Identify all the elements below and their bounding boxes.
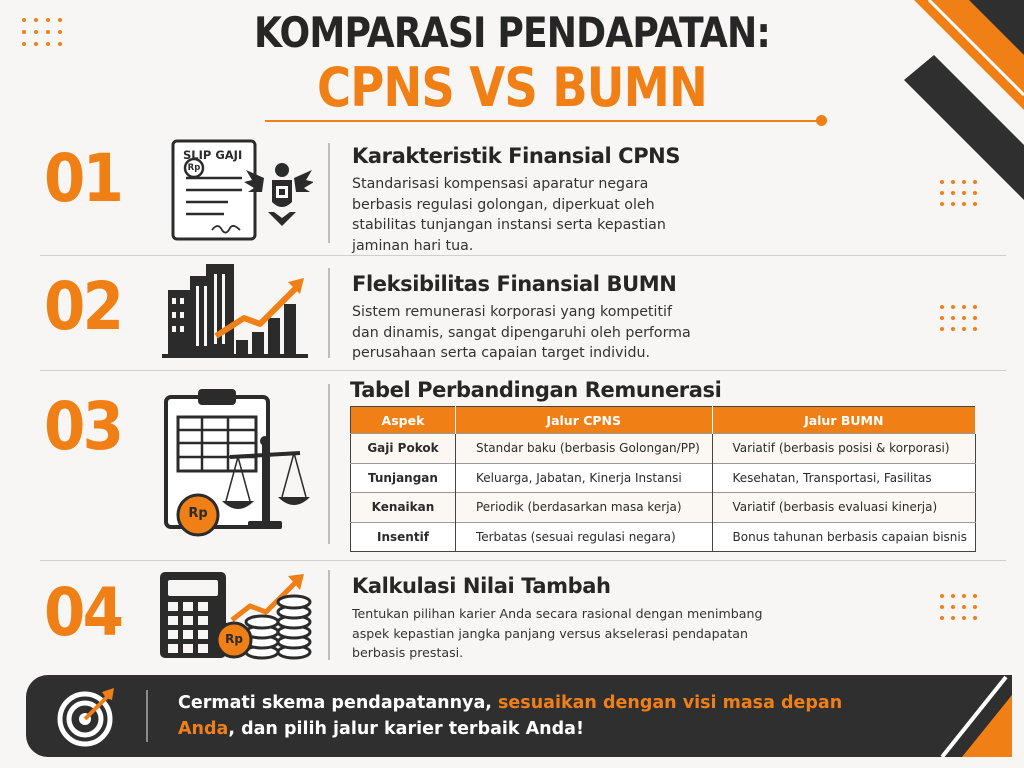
section-1-number: 01 bbox=[44, 140, 122, 217]
decor-dots-right-2 bbox=[940, 305, 977, 331]
table-cell-cpns: Terbatas (sesuai regulasi negara) bbox=[455, 522, 712, 552]
table-row bbox=[351, 463, 976, 493]
table-cell-cpns: Standar baku (berbasis Golongan/PP) bbox=[455, 434, 712, 464]
comparison-table bbox=[350, 406, 976, 552]
table-cell-bumn: Variatif (berbasis evaluasi kinerja) bbox=[712, 493, 976, 523]
section-4-divider bbox=[328, 570, 330, 660]
footer-message bbox=[178, 690, 898, 742]
table-row bbox=[351, 493, 976, 523]
section-separator-1 bbox=[40, 255, 1006, 256]
calculator-currency-label: Rp bbox=[225, 632, 243, 646]
decor-dots-right-3 bbox=[940, 594, 977, 620]
decor-dots-top-left bbox=[22, 18, 62, 46]
section-separator-2 bbox=[40, 370, 1006, 371]
target-icon bbox=[56, 686, 118, 748]
footer-divider bbox=[146, 690, 148, 742]
table-cell-cpns: Keluarga, Jabatan, Kinerja Instansi bbox=[455, 463, 712, 493]
section-1-divider bbox=[328, 143, 330, 243]
footer-message-part2: , dan pilih jalur karier terbaik Anda! bbox=[228, 719, 584, 739]
section-1-body: Standarisasi kompensasi aparatur negara berbasis regulasi golongan, diperkuat oleh stabilitas tunjangan instansi serta kepastian jaminan hari tua. bbox=[352, 176, 666, 254]
clipboard-currency-label: Rp bbox=[188, 506, 208, 521]
title-underline bbox=[265, 120, 820, 122]
table-cell-aspect: Kenaikan bbox=[351, 493, 456, 523]
table-header-row bbox=[351, 407, 976, 434]
footer-message-highlight: sesuaikan dengan visi masa depan Anda bbox=[178, 693, 843, 739]
section-3-number: 03 bbox=[44, 388, 122, 465]
section-4-number: 04 bbox=[44, 574, 122, 651]
clipboard-scale-icon bbox=[160, 385, 318, 545]
section-2-number: 02 bbox=[44, 268, 122, 345]
footer-message-part1: Cermati skema pendapatannya, bbox=[178, 693, 499, 713]
section-1-title: Karakteristik Finansial CPNS bbox=[352, 144, 681, 168]
section-3-title: Tabel Perbandingan Remunerasi bbox=[350, 378, 722, 402]
table-cell-bumn: Variatif (berbasis posisi & korporasi) bbox=[712, 434, 976, 464]
table-cell-cpns: Periodik (berdasarkan masa kerja) bbox=[455, 493, 712, 523]
title-underline-dot bbox=[816, 115, 827, 126]
table-row bbox=[351, 434, 976, 464]
page-title-line1: KOMPARASI PENDAPATAN: bbox=[254, 8, 770, 57]
table-cell-bumn: Kesehatan, Transportasi, Fasilitas bbox=[712, 463, 976, 493]
salary-slip-label: SLIP GAJI bbox=[183, 148, 243, 162]
table-header-cpns: Jalur CPNS bbox=[455, 407, 712, 434]
table-cell-aspect: Gaji Pokok bbox=[351, 434, 456, 464]
table-row bbox=[351, 522, 976, 552]
section-3-divider bbox=[328, 384, 330, 544]
table-cell-aspect: Tunjangan bbox=[351, 463, 456, 493]
section-2-title: Fleksibilitas Finansial BUMN bbox=[352, 272, 677, 296]
section-4-title: Kalkulasi Nilai Tambah bbox=[352, 574, 611, 598]
section-2-body: Sistem remunerasi korporasi yang kompetitif dan dinamis, sangat dipengaruhi oleh performa perusahaan serta capaian target individu. bbox=[352, 304, 691, 361]
calculator-coins-icon bbox=[158, 568, 314, 662]
decor-stripes-footer bbox=[902, 675, 1012, 757]
table-header-bumn: Jalur BUMN bbox=[712, 407, 976, 434]
buildings-growth-chart-icon bbox=[160, 262, 310, 360]
section-4-body: Tentukan pilihan karier Anda secara rasional dengan menimbang aspek kepastian jangka panjang versus akselerasi pendapatan berbasis prestasi. bbox=[352, 606, 763, 660]
table-cell-aspect: Insentif bbox=[351, 522, 456, 552]
table-header-aspect: Aspek bbox=[351, 407, 456, 434]
section-2-divider bbox=[328, 268, 330, 358]
page-title-line2: CPNS VS BUMN bbox=[316, 56, 708, 119]
table-cell-bumn: Bonus tahunan berbasis capaian bisnis bbox=[712, 522, 976, 552]
slip-currency-label: Rp bbox=[187, 163, 201, 173]
section-separator-3 bbox=[40, 560, 1006, 561]
decor-dots-right-1 bbox=[940, 180, 977, 206]
